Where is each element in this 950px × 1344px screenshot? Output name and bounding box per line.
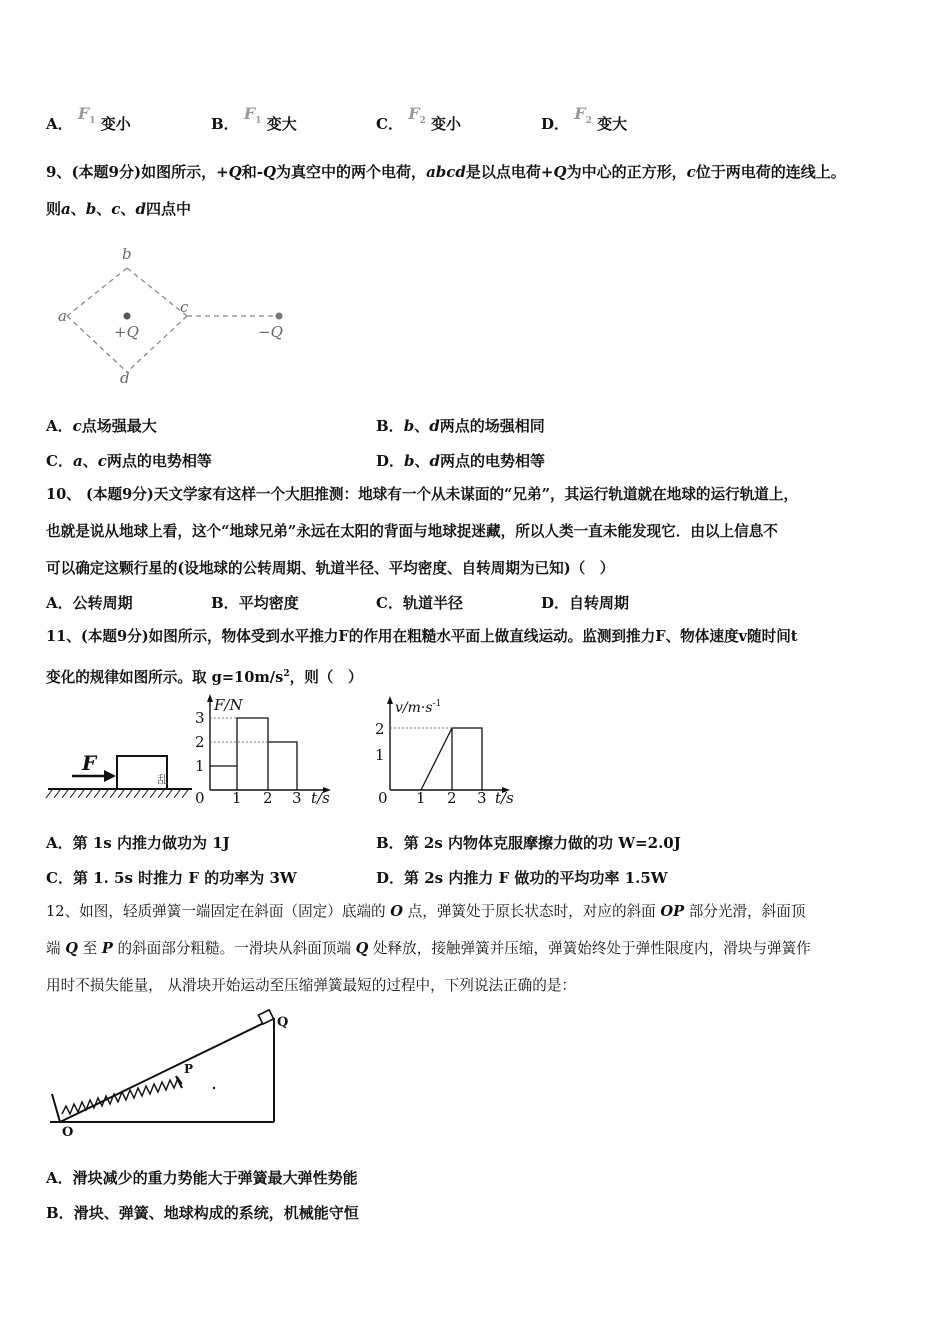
f-axis-label: F/N: [214, 696, 243, 714]
q10-stem-line2: 也就是说从地球上看，这个“地球兄弟”永远在太阳的背面与地球捉迷藏，所以人类一直未能发现它．由以上信息不: [46, 523, 778, 540]
q9-charge-figure: [50, 240, 310, 390]
vt-tick-3: 3: [477, 789, 487, 807]
q12-option-a[interactable]: A．滑块减少的重力势能大于弹簧最大弹性势能: [46, 1169, 358, 1187]
q11-option-d[interactable]: D．第 2s 内推力 F 做功的平均功率 1.5W: [376, 869, 668, 887]
v-tick-2: 2: [375, 720, 385, 738]
point-c-label: c: [180, 298, 189, 316]
q8-option-c[interactable]: C． $F_2$ 变小: [376, 104, 462, 133]
q8-option-a[interactable]: A． $F_1$ 变小: [46, 104, 131, 133]
q12-stem-line1: 12、如图，轻质弹簧一端固定在斜面（固定）底端的 O 点，弹簧处于原长状态时，对应的斜面 OP 部分光滑，斜面顶: [46, 903, 806, 920]
point-d-label: d: [120, 369, 130, 387]
point-b-label: b: [122, 245, 132, 263]
t-axis-label: t/s: [311, 789, 330, 807]
q11-option-a[interactable]: A．第 1s 内推力做功为 1J: [46, 834, 230, 852]
t-tick-0: 0: [195, 789, 205, 807]
q9-stem-line2: 则a、b、c、d四点中: [46, 200, 191, 218]
minus-q-label: −Q: [258, 323, 283, 341]
q12-stem-line2: 端 Q 至 P 的斜面部分粗糙。一滑块从斜面顶端 Q 处释放，接触弹簧并压缩，弹簧始终处于弹性限度内，滑块与弹簧作: [46, 940, 811, 957]
v-axis-label: $v/m\cdot s^{-1}$: [395, 699, 442, 716]
force-graph-line: [210, 718, 297, 790]
block-mark: 乱: [157, 773, 168, 786]
point-a-label: a: [58, 307, 67, 325]
point-p-label: P: [184, 1062, 194, 1076]
q12-incline-figure: [44, 1006, 304, 1141]
plus-q-label: +Q: [114, 323, 139, 341]
q8-option-b[interactable]: B． $F_1$ 变大: [211, 104, 297, 133]
q10-option-c[interactable]: C．轨道半径: [376, 594, 463, 612]
minus-q-charge: [276, 313, 283, 320]
q9-stem-line1: 9、(本题9分)如图所示，+Q和-Q为真空中的两个电荷，abcd是以点电荷+Q为中心的正方形，c位于两电荷的连线上。: [46, 163, 846, 181]
q10-stem-line1: 10、 (本题9分)天文学家有这样一个大胆推测：地球有一个从未谋面的“兄弟”，其运行轨道就在地球的运行轨道上，: [46, 486, 799, 503]
q10-option-d[interactable]: D．自转周期: [541, 594, 630, 612]
point-q-label: Q: [277, 1015, 289, 1030]
q9-option-a[interactable]: A．c点场强最大: [46, 417, 157, 435]
f-tick-1: 1: [195, 757, 205, 775]
vt-axis-label: t/s: [495, 789, 514, 807]
f-tick-2: 2: [195, 733, 205, 751]
force-label: F: [82, 751, 97, 775]
t-tick-3: 3: [292, 789, 302, 807]
q11-stem-line2: 变化的规律如图所示。取 $g=10m/s^2$，则（ ）: [46, 668, 363, 686]
f1-symbol: $F_1$: [77, 104, 96, 127]
spring-icon: [62, 1078, 182, 1114]
q9-option-c[interactable]: C．a、c两点的电势相等: [46, 452, 212, 470]
q9-option-d[interactable]: D．b、d两点的电势相等: [376, 452, 546, 470]
q12-option-b[interactable]: B．滑块、弹簧、地球构成的系统，机械能守恒: [46, 1204, 359, 1222]
v-tick-1: 1: [375, 746, 385, 764]
f1-symbol: $F_1$: [243, 104, 262, 127]
q9-option-b[interactable]: B．b、d两点的场强相同: [376, 417, 545, 435]
q11-velocity-graph: [368, 690, 528, 810]
q10-option-b[interactable]: B．平均密度: [211, 594, 299, 612]
f2-symbol: $F_2$: [574, 104, 592, 127]
q11-option-c[interactable]: C．第 1. 5s 时推力 F 的功率为 3W: [46, 869, 297, 887]
q12-stem-line3: 用时不损失能量， 从滑块开始运动至压缩弹簧最短的过程中，下列说法正确的是：: [46, 977, 577, 994]
f-tick-3: 3: [195, 709, 205, 727]
slider-block: [258, 1010, 273, 1024]
q10-stem-line3: 可以确定这颗行星的(设地球的公转周期、轨道半径、平均密度、自转周期为已知)（ ）: [46, 560, 615, 577]
force-arrow-icon: [104, 770, 116, 782]
plus-q-charge: [124, 313, 131, 320]
t-tick-2: 2: [263, 789, 273, 807]
q11-stem-line1: 11、(本题9分)如图所示，物体受到水平推力F的作用在粗糙水平面上做直线运动。监测到推力F、物体速度v随时间t: [46, 628, 798, 645]
vt-tick-1: 1: [416, 789, 426, 807]
vt-tick-0: 0: [378, 789, 388, 807]
vt-tick-2: 2: [447, 789, 457, 807]
t-tick-1: 1: [232, 789, 242, 807]
q8-option-d[interactable]: D． $F_2$ 变大: [541, 104, 628, 133]
point-o-label: O: [62, 1125, 74, 1140]
f2-symbol: $F_2$: [408, 104, 426, 127]
q10-option-a[interactable]: A．公转周期: [46, 594, 133, 612]
q11-force-figure: [44, 690, 344, 810]
velocity-graph-line: [421, 728, 482, 790]
q11-option-b[interactable]: B．第 2s 内物体克服摩擦力做的功 W=2.0J: [376, 834, 681, 852]
